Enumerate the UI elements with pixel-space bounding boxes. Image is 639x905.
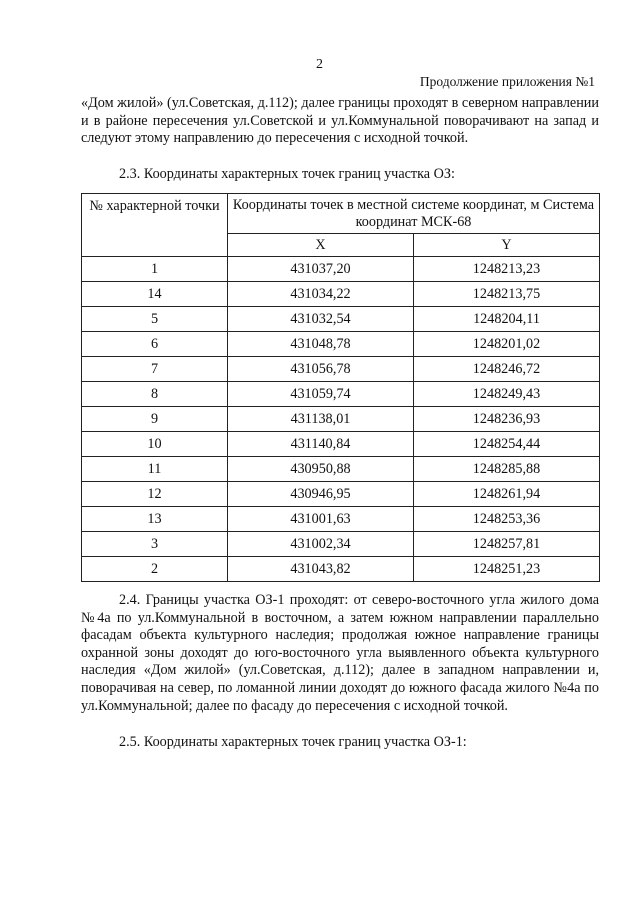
table-row	[82, 257, 600, 282]
point-number-cell: 14	[82, 282, 228, 307]
point-number-cell: 13	[82, 507, 228, 532]
y-coordinate-cell: 1248249,43	[414, 382, 600, 407]
x-coordinate-cell: 431138,01	[228, 407, 414, 432]
y-coordinate-cell: 1248236,93	[414, 407, 600, 432]
table-row	[82, 307, 600, 332]
point-number-cell: 6	[82, 332, 228, 357]
header-x: X	[228, 234, 414, 257]
x-coordinate-cell: 431056,78	[228, 357, 414, 382]
y-coordinate-cell: 1248204,11	[414, 307, 600, 332]
y-coordinate-cell: 1248257,81	[414, 532, 600, 557]
x-coordinate-cell: 430950,88	[228, 457, 414, 482]
y-coordinate-cell: 1248246,72	[414, 357, 600, 382]
y-coordinate-cell: 1248213,23	[414, 257, 600, 282]
section-2-3-heading: 2.3. Координаты характерных точек границ участка ОЗ:	[119, 166, 455, 182]
x-coordinate-cell: 431043,82	[228, 557, 414, 582]
table-row	[82, 407, 600, 432]
header-coordinate-system: Координаты точек в местной системе координат, м Система координат МСК-68	[228, 194, 600, 234]
x-coordinate-cell: 431034,22	[228, 282, 414, 307]
table-header-row	[82, 194, 600, 234]
table-row	[82, 482, 600, 507]
table-row	[82, 507, 600, 532]
point-number-cell: 8	[82, 382, 228, 407]
x-coordinate-cell: 431059,74	[228, 382, 414, 407]
y-coordinate-cell: 1248261,94	[414, 482, 600, 507]
table-row	[82, 357, 600, 382]
x-coordinate-cell: 431140,84	[228, 432, 414, 457]
section-2-5-heading: 2.5. Координаты характерных точек границ участка ОЗ-1:	[119, 734, 467, 750]
point-number-cell: 2	[82, 557, 228, 582]
point-number-cell: 9	[82, 407, 228, 432]
appendix-continuation-note: Продолжение приложения №1	[419, 74, 595, 89]
page-number: 2	[316, 57, 323, 72]
table-row	[82, 432, 600, 457]
table-row	[82, 457, 600, 482]
y-coordinate-cell: 1248201,02	[414, 332, 600, 357]
y-coordinate-cell: 1248254,44	[414, 432, 600, 457]
table-row	[82, 557, 600, 582]
y-coordinate-cell: 1248213,75	[414, 282, 600, 307]
paragraph-continuation: «Дом жилой» (ул.Советская, д.112); далее границы проходят в северном направлении и в районе пересечения ул.Советской и ул.Коммунальной поворачивают на запад и следуют этому направлению до пересечения с исходной точкой.	[81, 95, 599, 147]
x-coordinate-cell: 431032,54	[228, 307, 414, 332]
table-row	[82, 282, 600, 307]
table-row	[82, 532, 600, 557]
section-2-4-paragraph: 2.4. Границы участка ОЗ-1 проходят: от северо-восточного угла жилого дома №4а по ул.Коммунальной в восточном, а затем южном направлении параллельно фасадам объекта культурного наследия; продолжая южное направление границы охранной зоны доходят до юго-восточного угла выявленного объекта культурного наследия «Дом жилой» (ул.Советская, д.112); далее в западном направлении и, поворачивая на север, по ломанной линии доходят до южного фасада жилого №4а по ул.Коммунальной; далее по фасаду до пересечения с исходной точкой.	[81, 592, 599, 714]
table-row	[82, 382, 600, 407]
table-body	[82, 257, 600, 582]
point-number-cell: 5	[82, 307, 228, 332]
point-number-cell: 3	[82, 532, 228, 557]
x-coordinate-cell: 431037,20	[228, 257, 414, 282]
x-coordinate-cell: 431048,78	[228, 332, 414, 357]
header-y: Y	[414, 234, 600, 257]
y-coordinate-cell: 1248253,36	[414, 507, 600, 532]
header-point-number: № характерной точки	[82, 194, 228, 257]
y-coordinate-cell: 1248285,88	[414, 457, 600, 482]
x-coordinate-cell: 431002,34	[228, 532, 414, 557]
y-coordinate-cell: 1248251,23	[414, 557, 600, 582]
point-number-cell: 11	[82, 457, 228, 482]
coordinates-table-oz	[81, 193, 600, 582]
table-row	[82, 332, 600, 357]
point-number-cell: 12	[82, 482, 228, 507]
point-number-cell: 7	[82, 357, 228, 382]
x-coordinate-cell: 431001,63	[228, 507, 414, 532]
x-coordinate-cell: 430946,95	[228, 482, 414, 507]
point-number-cell: 1	[82, 257, 228, 282]
point-number-cell: 10	[82, 432, 228, 457]
